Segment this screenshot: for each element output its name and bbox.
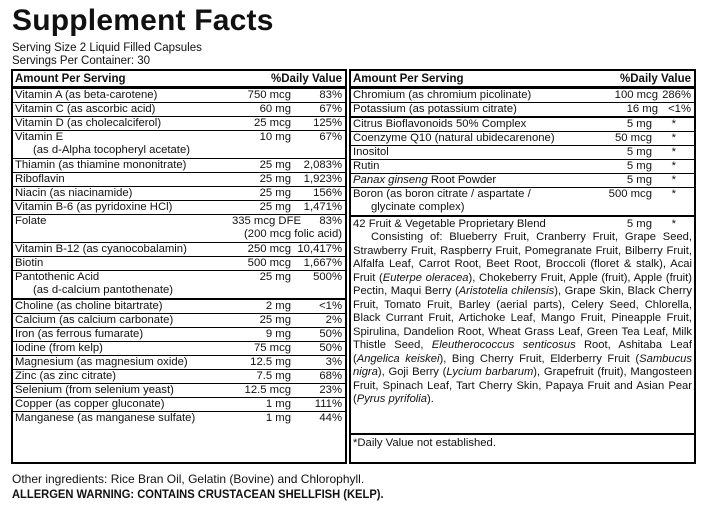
nutrient-row [13, 201, 345, 215]
nutrient-name: Biotin [15, 257, 44, 269]
nutrient-amount: 500 mcg [247, 257, 291, 269]
amount-per-serving-heading: Amount Per Serving [353, 73, 464, 85]
nutrient-name: Potassium (as potassium citrate) [353, 103, 517, 115]
amount-per-serving-heading: Amount Per Serving [15, 73, 126, 85]
nutrient-row [351, 174, 694, 188]
nutrient-row [13, 384, 345, 398]
nutrient-row [13, 117, 345, 131]
nutrient-amount: 25 mg [259, 314, 291, 326]
nutrient-daily-value: 500% [313, 271, 342, 283]
ingredient-text: Root, Ashitaba Leaf ( [353, 339, 693, 365]
nutrient-name: Vitamin A (as beta-carotene) [15, 89, 158, 101]
nutrient-amount: 16 mg [626, 103, 658, 115]
nutrient-row [13, 187, 345, 201]
nutrient-name: Rutin [353, 160, 380, 172]
nutrient-row [351, 103, 694, 118]
nutrient-daily-value: 83% [319, 89, 342, 101]
nutrient-row [13, 342, 345, 356]
nutrient-amount: 12.5 mg [250, 356, 291, 368]
nutrient-amount: 25 mg [259, 159, 291, 171]
nutrient-row [13, 328, 345, 342]
nutrient-amount: 750 mcg [247, 89, 291, 101]
nutrient-daily-value: * [671, 118, 676, 130]
proprietary-blend-row [351, 217, 694, 435]
nutrient-amount: 5 mg [626, 146, 652, 158]
nutrient-daily-value: 50% [319, 342, 342, 354]
left-nutrient-table [11, 69, 347, 464]
nutrient-name: Chromium (as chromium picolinate) [353, 89, 532, 101]
nutrient-daily-value: 1,923% [303, 173, 342, 185]
nutrient-name: Vitamin E [15, 131, 64, 143]
nutrient-name: Niacin (as niacinamide) [15, 187, 133, 199]
allergen-warning: ALLERGEN WARNING: CONTAINS CRUSTACEAN SHELLFISH (KELP). [12, 487, 384, 501]
left-table-header [13, 71, 345, 89]
nutrient-amount: 5 mg [626, 218, 652, 230]
nutrient-daily-value: 67% [319, 131, 342, 143]
nutrient-daily-value: 3% [325, 356, 342, 368]
nutrient-form: glycinate complex) [371, 201, 465, 213]
nutrient-daily-value: * [671, 146, 676, 158]
botanical-name: Lycium barbarum [446, 366, 534, 378]
nutrient-row [13, 398, 345, 412]
nutrient-name-rest: Root Powder [427, 174, 497, 186]
nutrient-name: Thiamin (as thiamine mononitrate) [15, 159, 187, 171]
nutrient-row [13, 271, 345, 300]
nutrient-amount: 75 mcg [253, 342, 291, 354]
ingredient-text: ), Grapefruit (fruit), Mangosteen Fruit, Spinach Leaf, Tart Cherry Skin, Papaya Fruit and Asian Pear ( [353, 366, 692, 405]
nutrient-daily-value: 2% [325, 314, 342, 326]
nutrient-row [351, 188, 694, 217]
nutrient-row [351, 146, 694, 160]
nutrient-amount: 100 mcg [614, 89, 658, 101]
nutrient-name-italic: Panax ginseng [353, 174, 428, 186]
nutrient-amount-detail: (200 mcg folic acid) [244, 228, 342, 240]
nutrient-daily-value: 286% [662, 89, 691, 101]
nutrient-amount: 1 mg [265, 412, 291, 424]
blend-ingredient-list [353, 231, 692, 407]
nutrient-row [13, 356, 345, 370]
ingredient-text: ), Goji Berry ( [377, 366, 447, 378]
nutrient-row [351, 160, 694, 174]
nutrient-daily-value: 44% [319, 412, 342, 424]
serving-size: Serving Size 2 Liquid Filled Capsules [12, 42, 202, 54]
nutrient-name: Magnesium (as magnesium oxide) [15, 356, 188, 368]
ingredient-text: ), Chokeberry Fruit, Apple (fruit), Apple (fruit) Pectin, Maqui Berry ( [353, 271, 692, 297]
nutrient-name: Vitamin B-6 (as pyridoxine HCl) [15, 201, 173, 213]
right-table-header [351, 71, 694, 89]
nutrient-daily-value: 83% [319, 215, 342, 227]
nutrient-name: Selenium (from selenium yeast) [15, 384, 174, 396]
nutrient-row [13, 89, 345, 103]
nutrient-name [353, 174, 496, 187]
nutrient-daily-value: * [671, 188, 676, 200]
nutrient-daily-value: 68% [319, 370, 342, 382]
daily-value-heading: %Daily Value [271, 73, 342, 85]
nutrient-daily-value: 67% [319, 103, 342, 115]
nutrient-amount: 9 mg [265, 328, 291, 340]
nutrient-row [13, 370, 345, 384]
nutrient-name: Iodine (from kelp) [15, 342, 103, 354]
nutrient-name: Choline (as choline bitartrate) [15, 300, 163, 312]
nutrient-amount: 335 mcg DFE [231, 215, 301, 227]
nutrient-amount: 5 mg [626, 174, 652, 186]
botanical-name: Sambucus nigra [353, 352, 692, 378]
nutrient-amount: 25 mg [259, 201, 291, 213]
nutrient-amount: 25 mg [259, 187, 291, 199]
nutrient-amount: 1 mg [265, 398, 291, 410]
daily-value-heading: %Daily Value [620, 73, 691, 85]
nutrient-amount: 250 mcg [247, 243, 291, 255]
nutrient-amount: 25 mg [259, 271, 291, 283]
nutrient-name: Vitamin D (as cholecalciferol) [15, 117, 162, 129]
footnote-row [351, 435, 694, 451]
nutrient-name: 42 Fruit & Vegetable Proprietary Blend [353, 218, 546, 230]
nutrient-name: Copper (as copper gluconate) [15, 398, 165, 410]
nutrient-daily-value: 156% [313, 187, 342, 199]
nutrient-name: Zinc (as zinc citrate) [15, 370, 117, 382]
servings-per-container: Servings Per Container: 30 [12, 55, 151, 67]
botanical-name: Aristotelia chilensis [458, 285, 555, 297]
nutrient-amount: 2 mg [265, 300, 291, 312]
nutrient-row [13, 412, 345, 425]
nutrient-daily-value: 50% [319, 328, 342, 340]
daily-value-footnote: *Daily Value not established. [353, 437, 496, 449]
nutrient-name: Vitamin B-12 (as cyanocobalamin) [15, 243, 187, 255]
right-nutrient-table [349, 69, 696, 464]
nutrient-row [351, 132, 694, 146]
botanical-name: Pyrus pyrifolia [356, 393, 427, 405]
botanical-name: Eleutherococcus senticosus [431, 339, 576, 351]
nutrient-row [351, 89, 694, 103]
nutrient-daily-value: 1,667% [303, 257, 342, 269]
other-ingredients: Other ingredients: Rice Bran Oil, Gelatin (Bovine) and Chlorophyll. [12, 472, 365, 486]
nutrient-row [13, 257, 345, 271]
nutrient-amount: 25 mcg [253, 117, 291, 129]
nutrient-daily-value: 23% [319, 384, 342, 396]
nutrient-form: (as d-calcium pantothenate) [33, 284, 174, 296]
nutrient-daily-value: 111% [314, 398, 342, 410]
nutrient-daily-value: * [671, 218, 676, 230]
nutrient-daily-value: 125% [313, 117, 342, 129]
nutrient-name: Pantothenic Acid [15, 271, 100, 283]
nutrient-row [13, 215, 345, 243]
nutrient-daily-value: <1% [319, 300, 342, 312]
nutrient-row [13, 173, 345, 187]
nutrient-row [13, 300, 345, 314]
nutrient-amount: 25 mg [259, 173, 291, 185]
nutrient-row [13, 243, 345, 257]
ingredient-text: ), Bing Cherry Fruit, Elderberry Fruit ( [439, 352, 640, 365]
nutrient-name: Coenzyme Q10 (natural ubidecarenone) [353, 132, 555, 144]
nutrient-daily-value: * [671, 160, 676, 172]
nutrient-amount: 60 mg [259, 103, 291, 115]
panel-title: Supplement Facts [12, 4, 274, 37]
nutrient-name: Manganese (as manganese sulfate) [15, 412, 196, 424]
nutrient-name: Riboflavin [15, 173, 65, 185]
nutrient-name: Vitamin C (as ascorbic acid) [15, 103, 156, 115]
botanical-name: Euterpe oleracea [382, 271, 469, 284]
nutrient-daily-value: <1% [668, 103, 691, 115]
nutrient-amount: 10 mg [259, 131, 291, 143]
nutrient-name: Inositol [353, 146, 389, 158]
botanical-name: Angelica keiskei [356, 352, 440, 365]
nutrient-amount: 5 mg [626, 118, 652, 130]
nutrient-amount: 12.5 mcg [244, 384, 291, 396]
nutrient-name: Folate [15, 215, 47, 227]
nutrient-amount: 500 mcg [608, 188, 652, 200]
nutrient-amount: 7.5 mg [256, 370, 291, 382]
nutrient-daily-value: 10,417% [297, 243, 342, 255]
ingredient-text: Consisting of: Blueberry Fruit, Cranberry Fruit, Grape Seed, Strawberry Fruit, Raspberry Fruit, Pomegranate Fruit, Bilberry Fruit, Alfalfa Leaf, Carrot Root, Beet Root, Broccoli (floret & stalk), Acai Fruit ( [353, 231, 692, 284]
nutrient-amount: 50 mcg [614, 132, 652, 144]
nutrient-row [13, 131, 345, 159]
nutrient-row [13, 103, 345, 117]
nutrient-form: (as d-Alpha tocopheryl acetate) [33, 144, 190, 156]
ingredient-text: ), Grape Skin, Black Cherry Fruit, Tomato Fruit, Barley (aerial parts), Celery Seed, Chlorella, Black Currant Fruit, Artichoke Leaf, Mango Fruit, Pineapple Fruit, Spirulina, Dandelion Root, Wheat Grass Leaf, Green Tea Leaf, Milk Thistle Seed, [353, 285, 692, 351]
nutrient-daily-value: 1,471% [303, 201, 342, 213]
nutrient-daily-value: * [671, 174, 676, 186]
nutrient-name: Calcium (as calcium carbonate) [15, 314, 174, 326]
nutrient-name: Boron (as boron citrate / aspartate / [353, 188, 531, 200]
nutrient-name: Iron (as ferrous fumarate) [15, 328, 144, 340]
nutrient-name: Citrus Bioflavonoids 50% Complex [353, 118, 527, 130]
nutrient-daily-value: * [671, 132, 676, 144]
ingredient-text: ). [427, 393, 434, 405]
nutrient-row [351, 118, 694, 132]
nutrient-row [13, 159, 345, 173]
nutrient-amount: 5 mg [626, 160, 652, 172]
nutrient-daily-value: 2,083% [303, 159, 342, 171]
nutrient-row [13, 314, 345, 328]
